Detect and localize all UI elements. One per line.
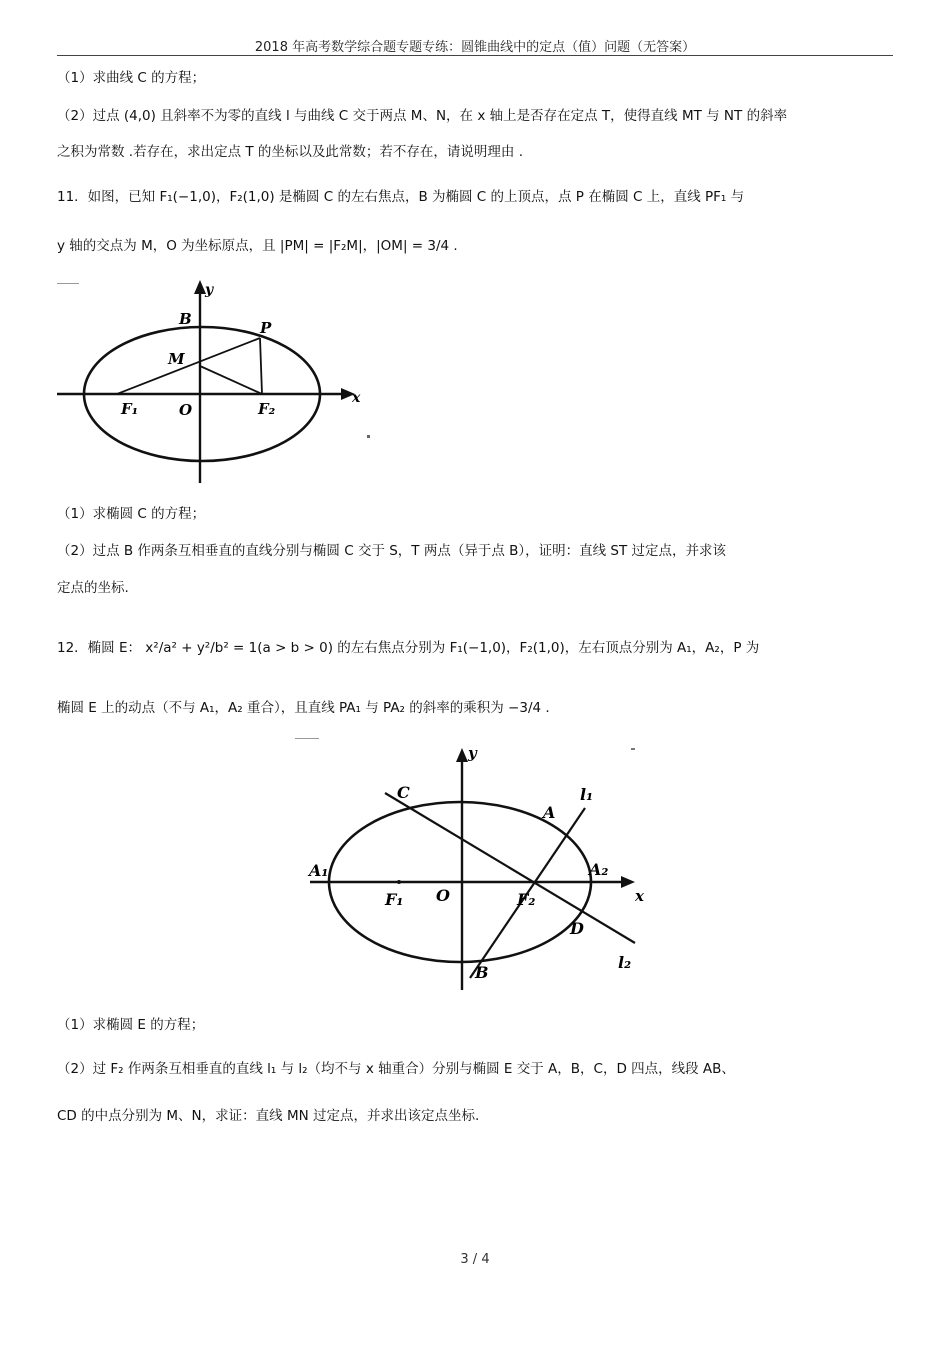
- label-o: O: [179, 401, 193, 419]
- line-pf1: [117, 338, 260, 394]
- label-b: B: [179, 310, 192, 328]
- figure-ellipse-1: [55, 278, 385, 488]
- q12-part2-line1: （2）过 F₂ 作两条互相垂直的直线 l₁ 与 l₂（均不与 x 轴重合）分别与椭圆 E 交于 A，B，C，D 四点，线段 AB、: [57, 1061, 735, 1077]
- label-a2: A₂: [589, 860, 609, 879]
- label-d: D: [570, 919, 584, 938]
- line-mf2: [200, 366, 262, 394]
- label-f1: F₁: [385, 890, 404, 909]
- q12-part1: （1）求椭圆 E 的方程；: [57, 1017, 205, 1033]
- q11-statement-line2: y 轴的交点为 M，O 为坐标原点，且 |PM| = |F₂M|，|OM| = 3/4 .: [57, 238, 458, 254]
- label-y: y: [468, 744, 477, 762]
- label-f2: F₂: [517, 890, 536, 909]
- f1-point: [397, 880, 401, 884]
- q12-statement-line1: 12．椭圆 E： x²/a² + y²/b² = 1(a > b > 0) 的左右焦点分别为 F₁(−1,0)，F₂(1,0)，左右顶点分别为 A₁，A₂，P 为: [57, 640, 760, 656]
- label-l1: l₁: [580, 785, 594, 804]
- figure-ellipse-2: [305, 738, 665, 993]
- line-pf2: [260, 338, 262, 394]
- label-p: P: [260, 319, 272, 337]
- q10-part2-line2: 之积为常数 .若存在，求出定点 T 的坐标以及此常数；若不存在，请说明理由 .: [57, 144, 523, 160]
- q12-part2-line2: CD 的中点分别为 M、N，求证：直线 MN 过定点，并求出该定点坐标.: [57, 1108, 480, 1124]
- q10-part2-line1: （2）过点 (4,0) 且斜率不为零的直线 l 与曲线 C 交于两点 M、N，在 x 轴上是否存在定点 T，使得直线 MT 与 NT 的斜率: [57, 108, 788, 124]
- page-header: 2018 年高考数学综合题专题专练：圆锥曲线中的定点（值）问题（无答案）: [254, 40, 696, 55]
- page-number: 3 / 4: [460, 1252, 490, 1267]
- label-b: B: [475, 963, 489, 982]
- label-c: C: [397, 783, 410, 802]
- q11-part2-line2: 定点的坐标.: [57, 580, 129, 596]
- label-l2: l₂: [618, 953, 632, 972]
- label-a: A: [543, 803, 556, 822]
- label-x: x: [635, 887, 644, 905]
- label-f1: F₁: [121, 400, 139, 418]
- label-x: x: [352, 390, 361, 406]
- label-o: O: [436, 886, 450, 905]
- label-f2: F₂: [258, 400, 276, 418]
- label-y: y: [205, 282, 214, 298]
- y-axis-arrow: [456, 748, 468, 762]
- q10-part1: （1）求曲线 C 的方程；: [57, 70, 206, 86]
- stray-dot: [367, 435, 370, 438]
- q11-part1: （1）求椭圆 C 的方程；: [57, 506, 206, 522]
- label-m: M: [168, 350, 185, 368]
- label-a1: A₁: [309, 861, 329, 880]
- stray-dash: [631, 748, 635, 750]
- x-axis-arrow: [621, 876, 635, 888]
- q11-part2-line1: （2）过点 B 作两条互相垂直的直线分别与椭圆 C 交于 S，T 两点（异于点 B），证明：直线 ST 过定点，并求该: [57, 543, 727, 559]
- header-rule: [57, 55, 893, 56]
- q11-statement-line1: 11．如图，已知 F₁(−1,0)，F₂(1,0) 是椭圆 C 的左右焦点，B 为椭圆 C 的上顶点，点 P 在椭圆 C 上，直线 PF₁ 与: [57, 189, 745, 205]
- q12-statement-line2: 椭圆 E 上的动点（不与 A₁，A₂ 重合），且直线 PA₁ 与 PA₂ 的斜率的乘积为 −3/4 .: [57, 700, 550, 716]
